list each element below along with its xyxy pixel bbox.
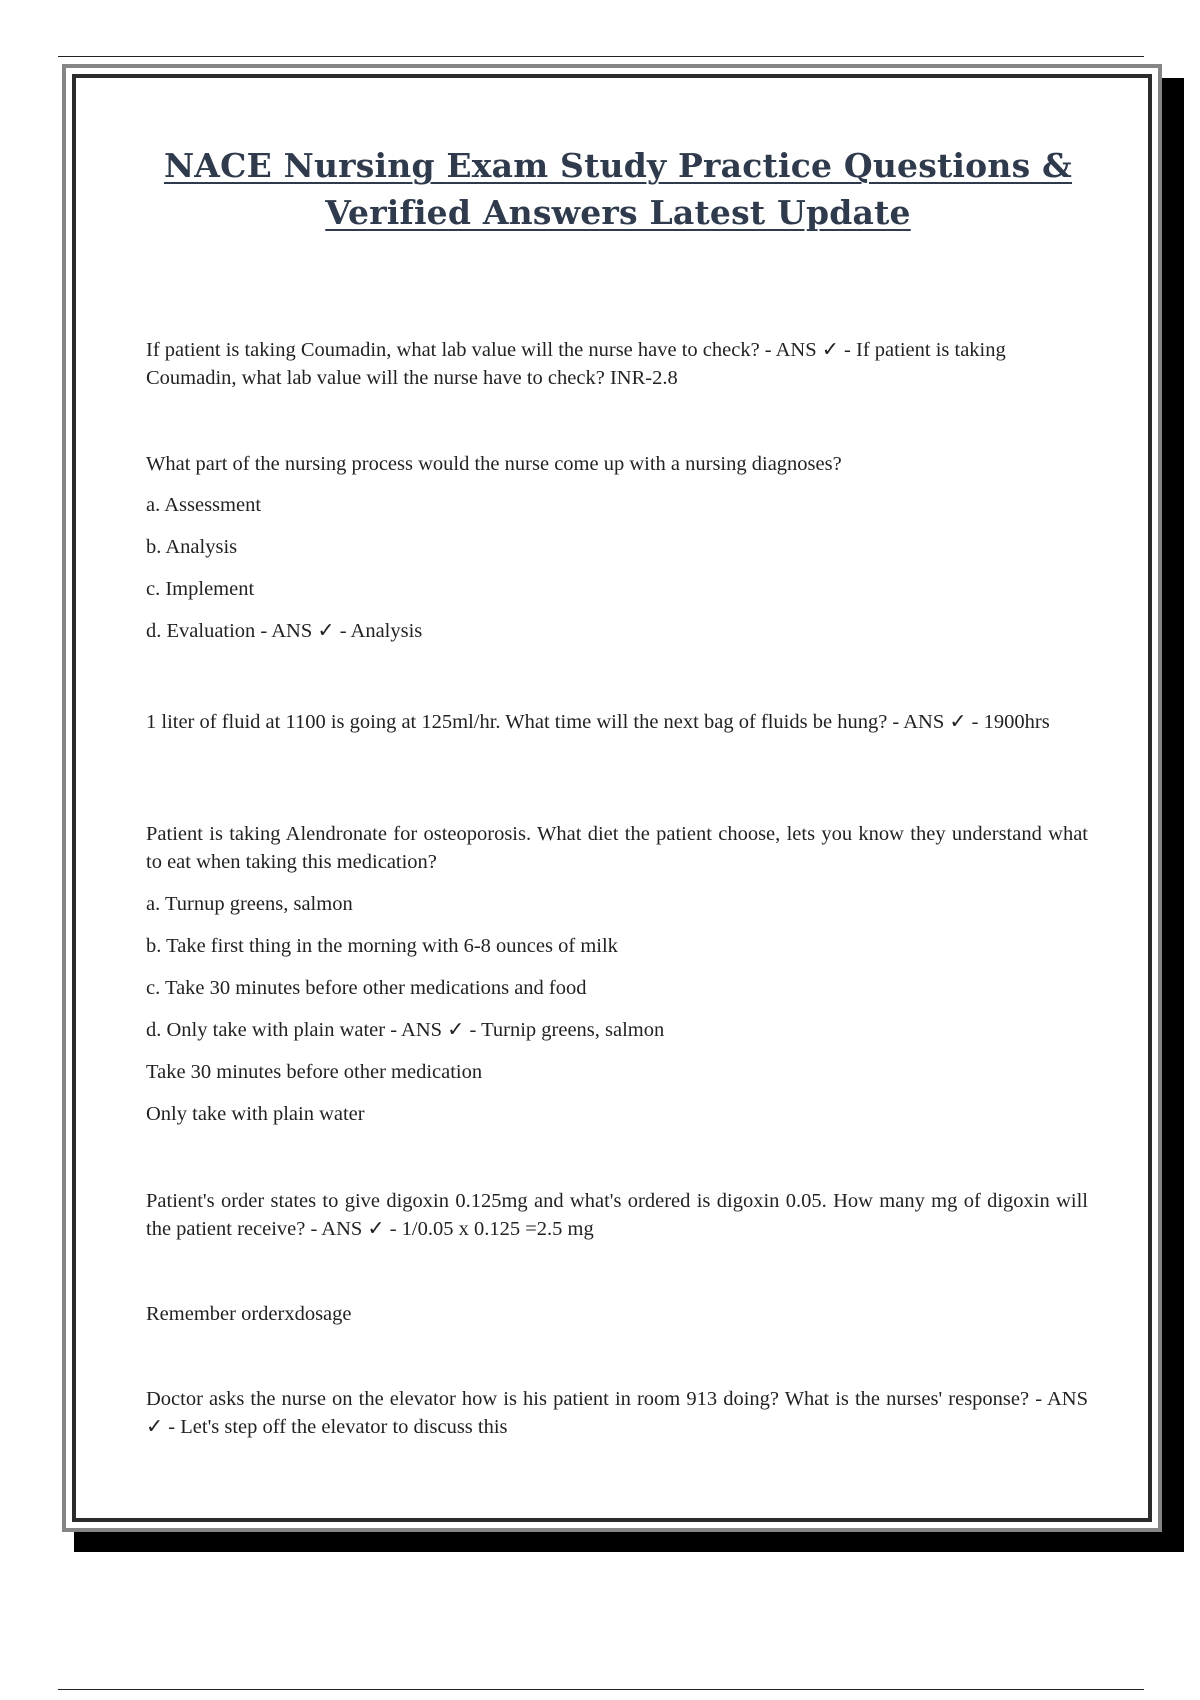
- option: Only take with plain water: [146, 1103, 365, 1125]
- title-line-1: NACE Nursing Exam Study Practice Questions &: [163, 146, 1073, 185]
- question-text: If patient is taking Coumadin, what lab value will the nurse have to check? - ANS ✓ - If patient is taking Coumadin, what lab value will the nurse have to check? INR-2.8: [146, 339, 1006, 389]
- question-1: [146, 336, 1088, 392]
- document-title: [150, 142, 1086, 236]
- question-text: Doctor asks the nurse on the elevator how is his patient in room 913 doing? What is the nurses' response? - ANS ✓ - Let's step off the elevator to discuss this: [146, 1388, 1088, 1438]
- option: b. Analysis: [146, 536, 238, 558]
- option: a. Assessment: [146, 494, 262, 516]
- question-text: What part of the nursing process would the nurse come up with a nursing diagnoses?: [146, 453, 842, 475]
- question-7: [146, 1385, 1088, 1441]
- bottom-divider: [58, 1689, 1144, 1690]
- question-4: [146, 820, 1088, 1128]
- question-text: 1 liter of fluid at 1100 is going at 125ml/hr. What time will the next bag of fluids be hung? - ANS ✓ - 1900hrs: [146, 711, 1050, 733]
- question-text: Patient's order states to give digoxin 0.125mg and what's ordered is digoxin 0.05. How many mg of digoxin will the patient receive? - ANS ✓ - 1/0.05 x 0.125 =2.5 mg: [146, 1190, 1088, 1240]
- top-divider: [58, 56, 1144, 57]
- question-3: [146, 708, 1088, 736]
- option: a. Turnup greens, salmon: [146, 893, 353, 915]
- option: d. Evaluation - ANS ✓ - Analysis: [146, 620, 423, 642]
- option: Take 30 minutes before other medication: [146, 1061, 483, 1083]
- option: c. Take 30 minutes before other medications and food: [146, 977, 587, 999]
- question-2: [146, 450, 1088, 645]
- question-5: [146, 1187, 1088, 1243]
- question-6: [146, 1300, 1088, 1328]
- question-text: Remember orderxdosage: [146, 1303, 352, 1325]
- option: d. Only take with plain water - ANS ✓ - Turnip greens, salmon: [146, 1019, 665, 1041]
- option: c. Implement: [146, 578, 255, 600]
- title-line-2: Verified Answers Latest Update: [325, 193, 911, 232]
- option: b. Take first thing in the morning with 6-8 ounces of milk: [146, 935, 618, 957]
- question-text: Patient is taking Alendronate for osteoporosis. What diet the patient choose, lets you know they understand what to eat when taking this medication?: [146, 823, 1088, 873]
